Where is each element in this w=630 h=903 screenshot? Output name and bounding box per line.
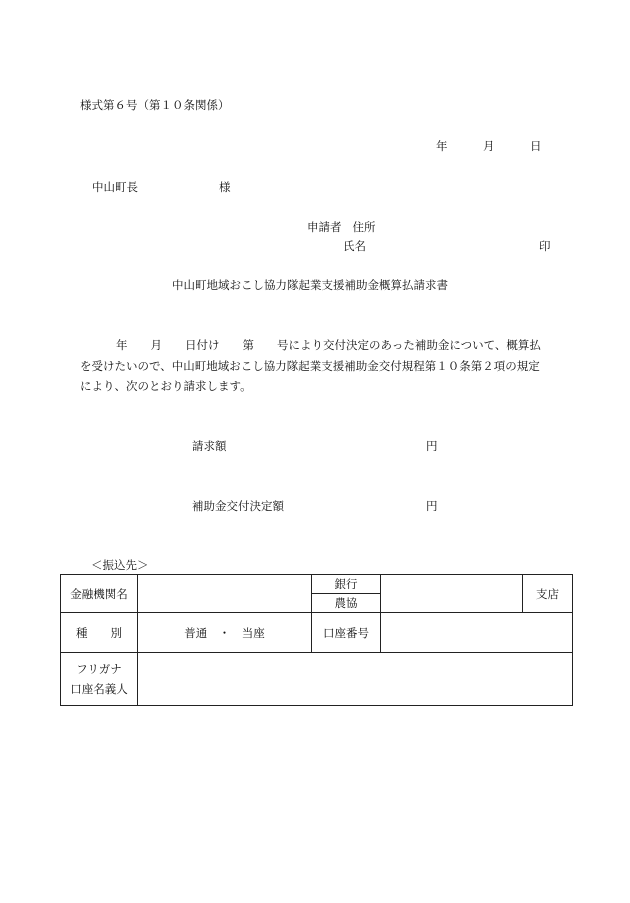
date-day: 日 bbox=[530, 139, 542, 153]
account-holder-label: 口座名義人 bbox=[70, 682, 128, 696]
seal-mark: 印 bbox=[539, 239, 551, 253]
decided-amount-unit: 円 bbox=[426, 499, 438, 513]
account-holder-field[interactable] bbox=[138, 653, 573, 706]
request-body bbox=[80, 335, 560, 397]
account-number-field[interactable] bbox=[381, 613, 573, 653]
holder-label-cell bbox=[61, 653, 138, 706]
bank-account-table bbox=[60, 574, 573, 706]
bank-label: 銀行 bbox=[312, 575, 381, 594]
agri-coop-label: 農協 bbox=[312, 594, 381, 613]
body-line-3: により、次のとおり請求します。 bbox=[80, 379, 252, 393]
body-line-2: を受けたいので、中山町地域おこし協力隊起業支援補助金交付規程第１０条第２項の規定 bbox=[80, 358, 540, 373]
applicant-label: 申請者 bbox=[307, 220, 342, 234]
requested-amount-unit: 円 bbox=[426, 439, 438, 453]
furigana-label: フリガナ bbox=[76, 662, 122, 676]
account-type-label: 種 別 bbox=[61, 613, 138, 653]
branch-name-field[interactable] bbox=[381, 575, 523, 613]
addressee bbox=[92, 179, 231, 195]
date-year: 年 bbox=[436, 139, 448, 153]
branch-label: 支店 bbox=[523, 575, 573, 613]
transfer-heading: ＜振込先＞ bbox=[91, 558, 149, 572]
addressee-honorific: 様 bbox=[219, 180, 231, 194]
applicant-address-line bbox=[307, 219, 376, 235]
decided-amount-label: 補助金交付決定額 bbox=[192, 499, 284, 513]
form-number: 様式第６号（第１０条関係） bbox=[80, 98, 230, 112]
document-title: 中山町地域おこし協力隊起業支援補助金概算払請求書 bbox=[172, 278, 448, 292]
institution-name-field[interactable] bbox=[138, 575, 312, 613]
requested-amount-label: 請求額 bbox=[192, 439, 227, 453]
date-month: 月 bbox=[483, 139, 495, 153]
account-number-label: 口座番号 bbox=[312, 613, 381, 653]
institution-label: 金融機関名 bbox=[61, 575, 138, 613]
body-line-1: 年 月 日付け 第 号により交付決定のあった補助金について、概算払 bbox=[116, 338, 541, 352]
address-label: 住所 bbox=[352, 220, 376, 234]
name-label: 氏名 bbox=[343, 239, 366, 253]
account-type-options[interactable]: 普通 ・ 当座 bbox=[138, 613, 312, 653]
addressee-name: 中山町長 bbox=[92, 180, 138, 194]
